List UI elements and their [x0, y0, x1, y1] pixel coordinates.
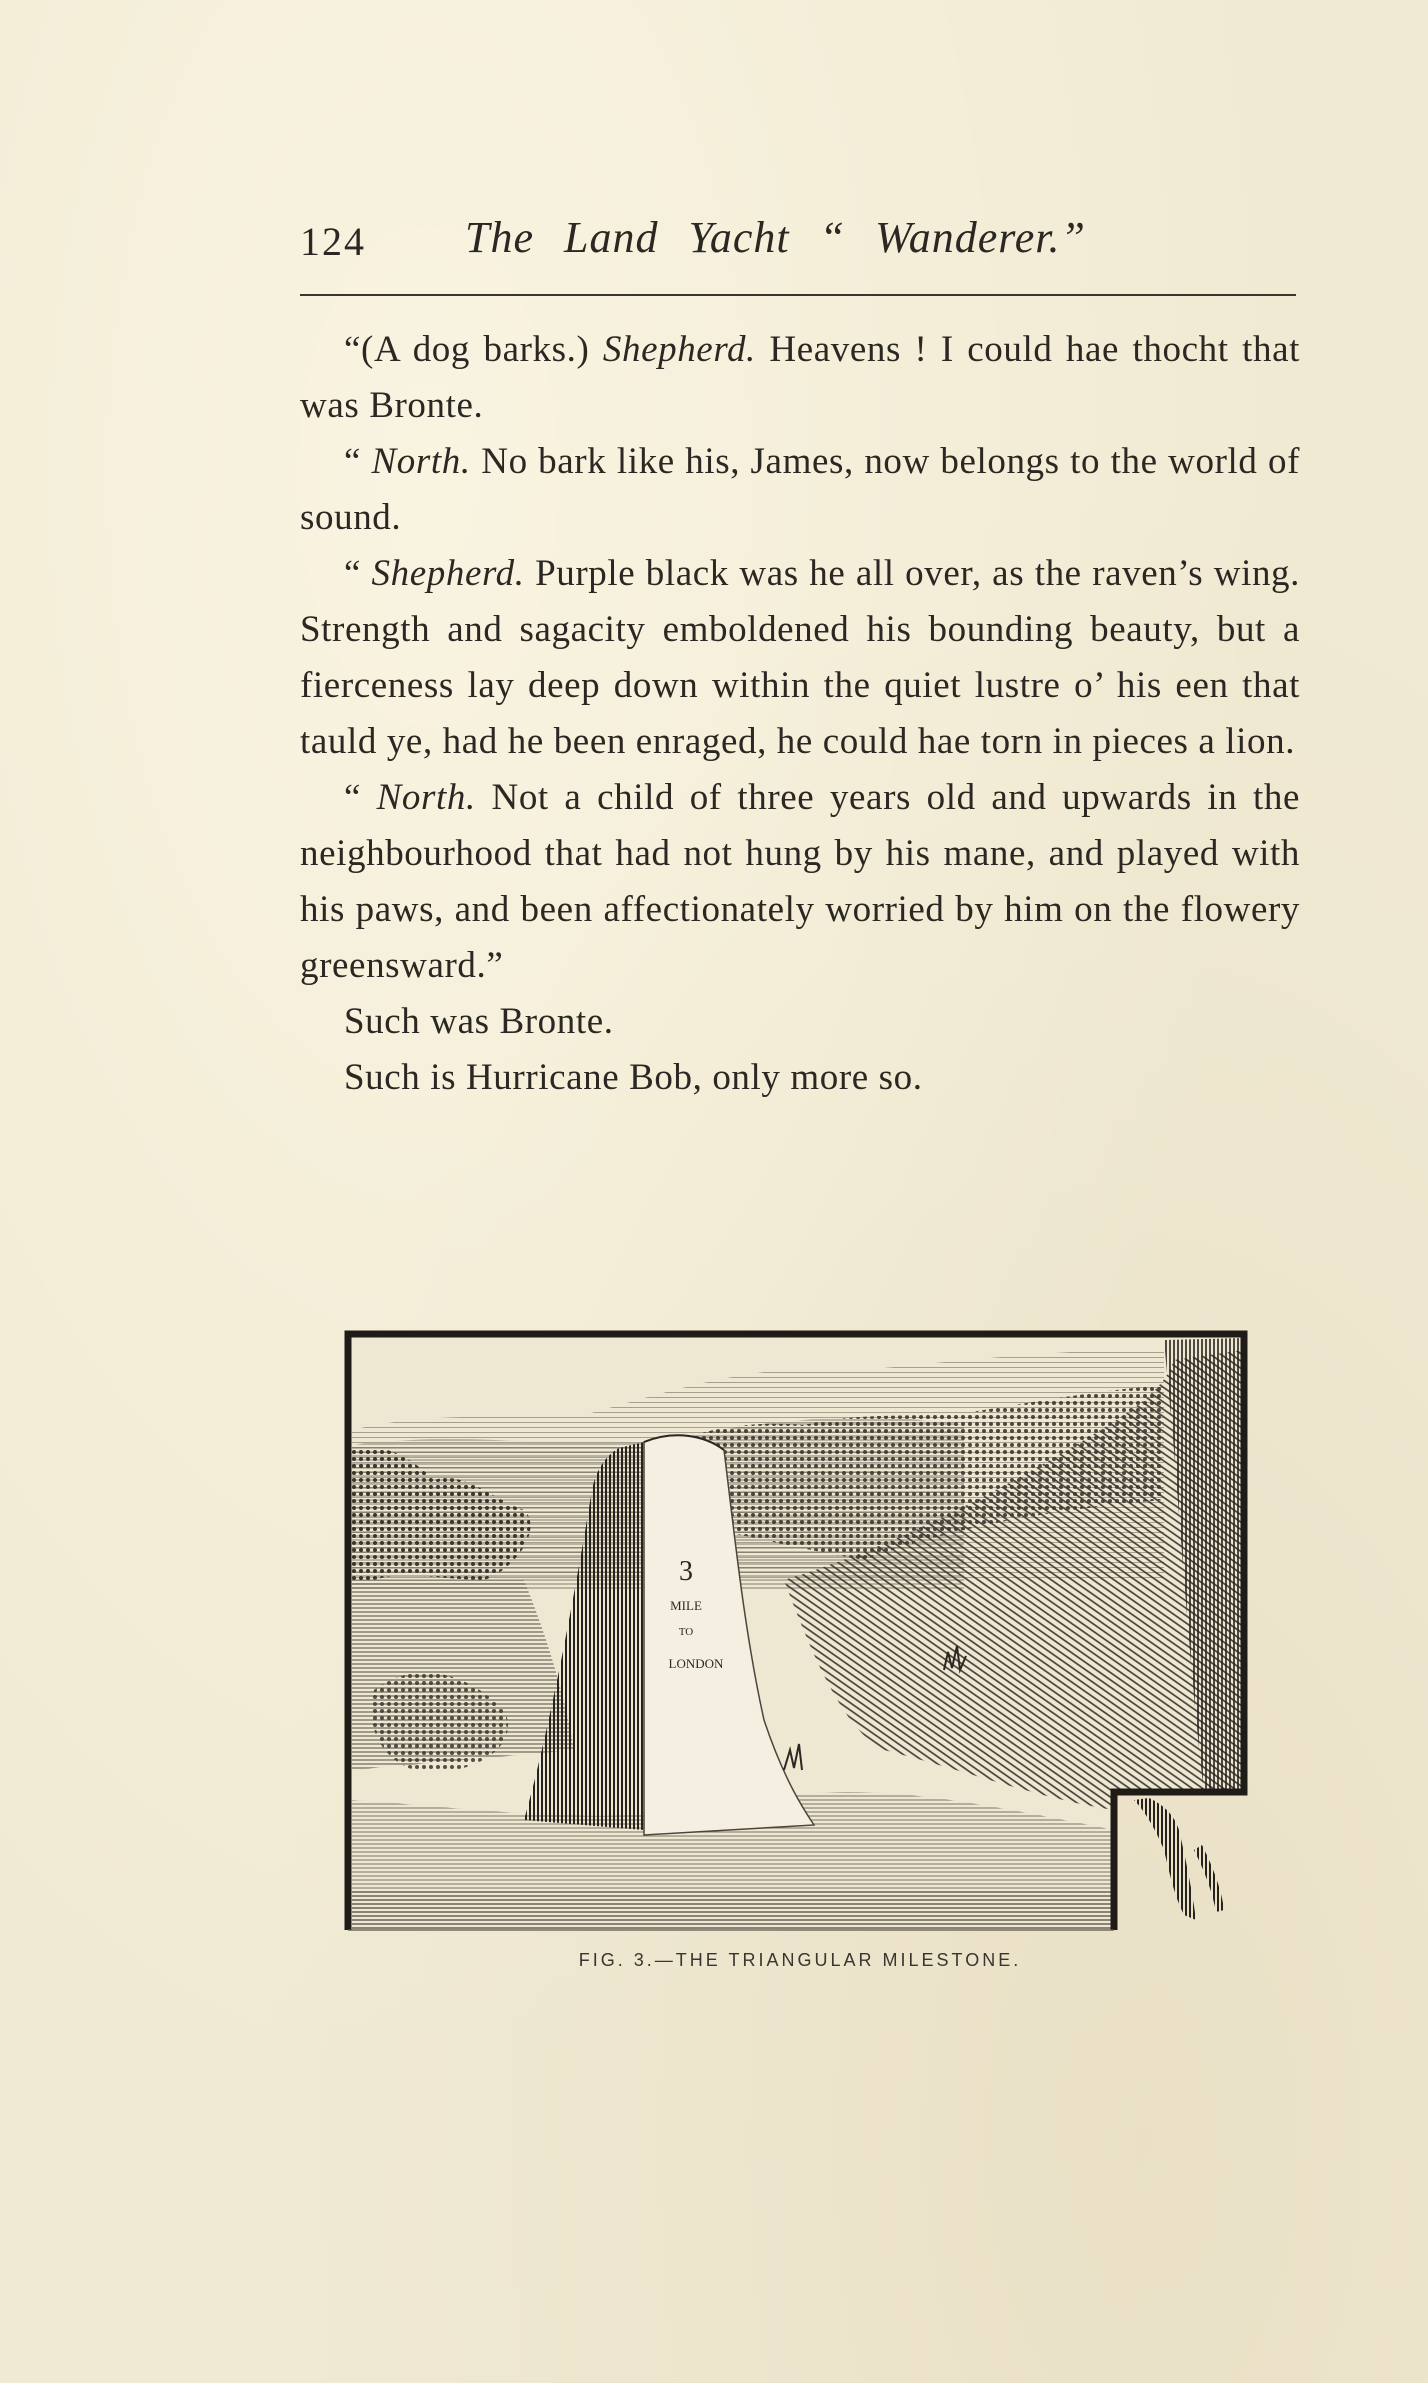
paragraph-text: Purple black was he all over, as the raven’s wing. Strength and sagacity emboldened his bounding beauty, but a fierceness lay deep down within the quiet lustre o’ his een that tauld ye, had he been enraged, he could hae torn in pieces a lion. [300, 553, 1300, 762]
speaker-name: Shepherd. [602, 329, 756, 370]
engraving-image [344, 1330, 1248, 1936]
paragraph-text: Heavens ! I could hae thocht that was Bronte. [300, 329, 1300, 426]
header-rule [300, 294, 1296, 296]
page-number: 124 [300, 219, 366, 264]
paragraph-shepherd-2 [300, 546, 1300, 770]
figure-caption: FIG. 3.—THE TRIANGULAR MILESTONE. [578, 1950, 1022, 1970]
paragraph-text: Not a child of three years old and upwards in the neighbourhood that had not hung by his mane, and played with his paws, and been affectionately worried by him on the flowery greensward.” [300, 777, 1300, 986]
paragraph-text: No bark like his, James, now belongs to the world of sound. [300, 441, 1300, 538]
paragraph-shepherd-1 [300, 322, 1300, 434]
opening-quote: “ [344, 553, 372, 594]
milestone-text-1: 3 [679, 1556, 693, 1587]
body-text [300, 322, 1300, 1106]
milestone-illustration [344, 1330, 1248, 1936]
running-title: The Land Yacht “ Wanderer.” [465, 213, 1087, 262]
speaker-name: North. [371, 441, 471, 482]
opening-quote: “ [344, 441, 372, 482]
paragraph-such-is: Such is Hurricane Bob, only more so. [344, 1057, 923, 1098]
paragraph-north-1 [300, 434, 1300, 546]
paragraph-north-2 [300, 770, 1300, 994]
opening-quote: “ [344, 777, 377, 818]
paragraph-such-was: Such was Bronte. [344, 1001, 614, 1042]
running-head [300, 208, 1300, 268]
speaker-name: North. [376, 777, 476, 818]
milestone-text-3: TO [678, 1626, 694, 1638]
milestone-text-2: MILE [670, 1598, 702, 1613]
speaker-name: Shepherd. [371, 553, 525, 594]
opening-quote: “(A dog barks.) [344, 329, 603, 370]
milestone-text-4: LONDON [668, 1656, 724, 1671]
